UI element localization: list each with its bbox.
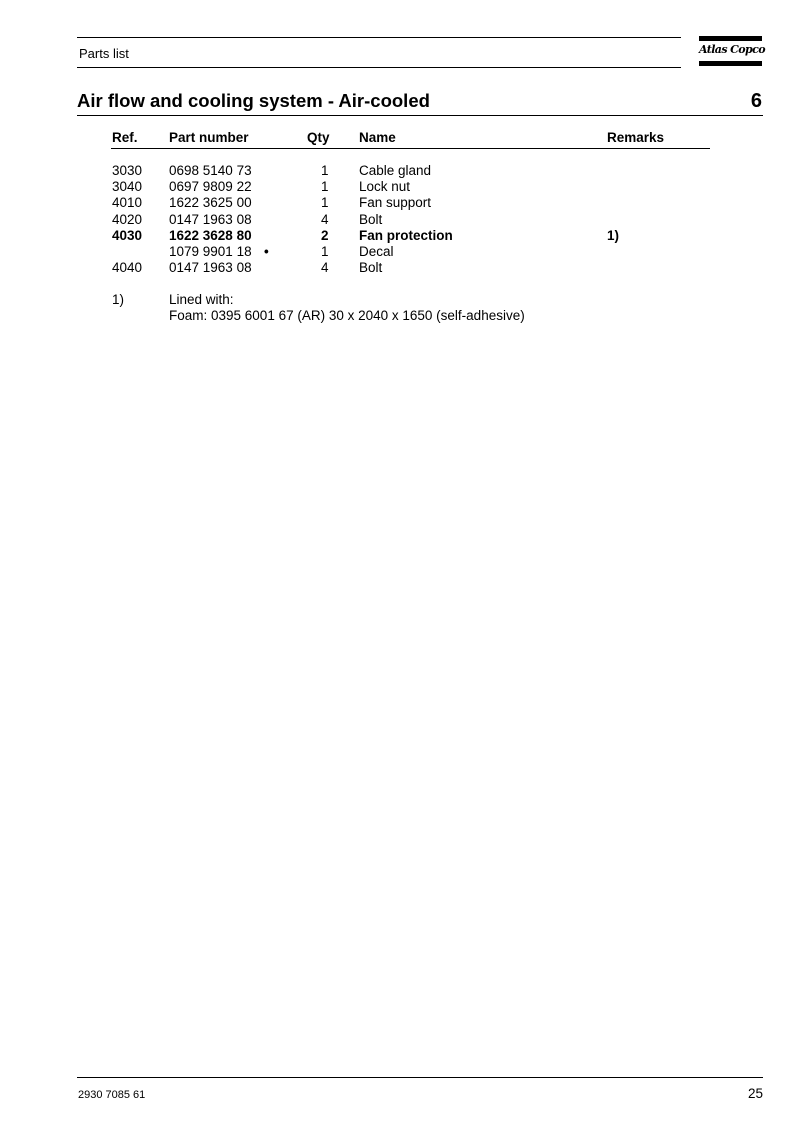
part-qty: 4 bbox=[321, 260, 329, 276]
title-rule bbox=[77, 115, 763, 116]
table-row bbox=[0, 228, 800, 244]
atlas-copco-logo bbox=[699, 36, 765, 67]
logo-wordmark: Atlas Copco bbox=[699, 43, 765, 56]
part-qty: 1 bbox=[321, 179, 329, 195]
chapter-number: 6 bbox=[750, 90, 762, 112]
page-title: Air flow and cooling system - Air-cooled bbox=[77, 90, 430, 111]
header-bottom-rule bbox=[77, 67, 681, 68]
part-ref: 4020 bbox=[112, 211, 143, 227]
table-row bbox=[0, 163, 800, 179]
document-number: 2930 7085 61 bbox=[78, 1089, 146, 1101]
part-marker: • bbox=[264, 244, 269, 259]
part-number: 0697 9809 22 bbox=[169, 179, 252, 195]
column-header-part-number: Part number bbox=[169, 130, 249, 145]
part-qty: 1 bbox=[321, 244, 329, 259]
part-number: 0698 5140 73 bbox=[169, 163, 252, 178]
part-number: 1622 3625 00 bbox=[169, 195, 252, 211]
logo-bottom-bar bbox=[699, 61, 762, 66]
part-name: Fan support bbox=[359, 195, 432, 211]
part-ref: 3030 bbox=[112, 163, 143, 178]
part-ref: 4030 bbox=[112, 227, 143, 243]
part-name: Fan protection bbox=[359, 227, 453, 243]
part-number: 1622 3628 80 bbox=[169, 227, 252, 243]
part-name: Decal bbox=[359, 244, 394, 259]
part-remarks: 1) bbox=[607, 227, 620, 243]
table-row bbox=[0, 244, 800, 260]
footnote-marker: 1) bbox=[112, 292, 125, 307]
part-qty: 2 bbox=[321, 227, 329, 243]
page-number: 25 bbox=[747, 1086, 763, 1101]
footer-rule bbox=[77, 1077, 763, 1078]
table-header-rule bbox=[111, 148, 710, 149]
part-number: 0147 1963 08 bbox=[169, 260, 252, 276]
part-qty: 1 bbox=[321, 163, 329, 178]
part-ref: 4040 bbox=[112, 260, 143, 276]
footnote-line-1: Lined with: bbox=[169, 292, 234, 307]
part-qty: 4 bbox=[321, 211, 329, 227]
part-ref: 4010 bbox=[112, 195, 143, 211]
table-row bbox=[0, 195, 800, 211]
table-row bbox=[0, 260, 800, 276]
column-header-remarks: Remarks bbox=[607, 130, 665, 145]
footnote-line-2: Foam: 0395 6001 67 (AR) 30 x 2040 x 1650 (self-adhesive) bbox=[169, 308, 525, 323]
part-ref: 3040 bbox=[112, 179, 143, 195]
column-header-qty: Qty bbox=[307, 130, 330, 145]
header-top-rule bbox=[77, 37, 681, 38]
part-name: Bolt bbox=[359, 260, 383, 276]
part-name: Cable gland bbox=[359, 163, 432, 178]
part-number: 0147 1963 08 bbox=[169, 211, 252, 227]
column-header-ref: Ref. bbox=[112, 130, 138, 145]
part-qty: 1 bbox=[321, 195, 329, 211]
part-name: Lock nut bbox=[359, 179, 411, 195]
column-header-name: Name bbox=[359, 130, 396, 145]
table-row bbox=[0, 179, 800, 195]
table-row bbox=[0, 212, 800, 228]
part-number: 1079 9901 18 bbox=[169, 244, 252, 259]
logo-top-bar bbox=[699, 36, 762, 41]
section-label: Parts list bbox=[79, 46, 129, 61]
part-name: Bolt bbox=[359, 211, 383, 227]
